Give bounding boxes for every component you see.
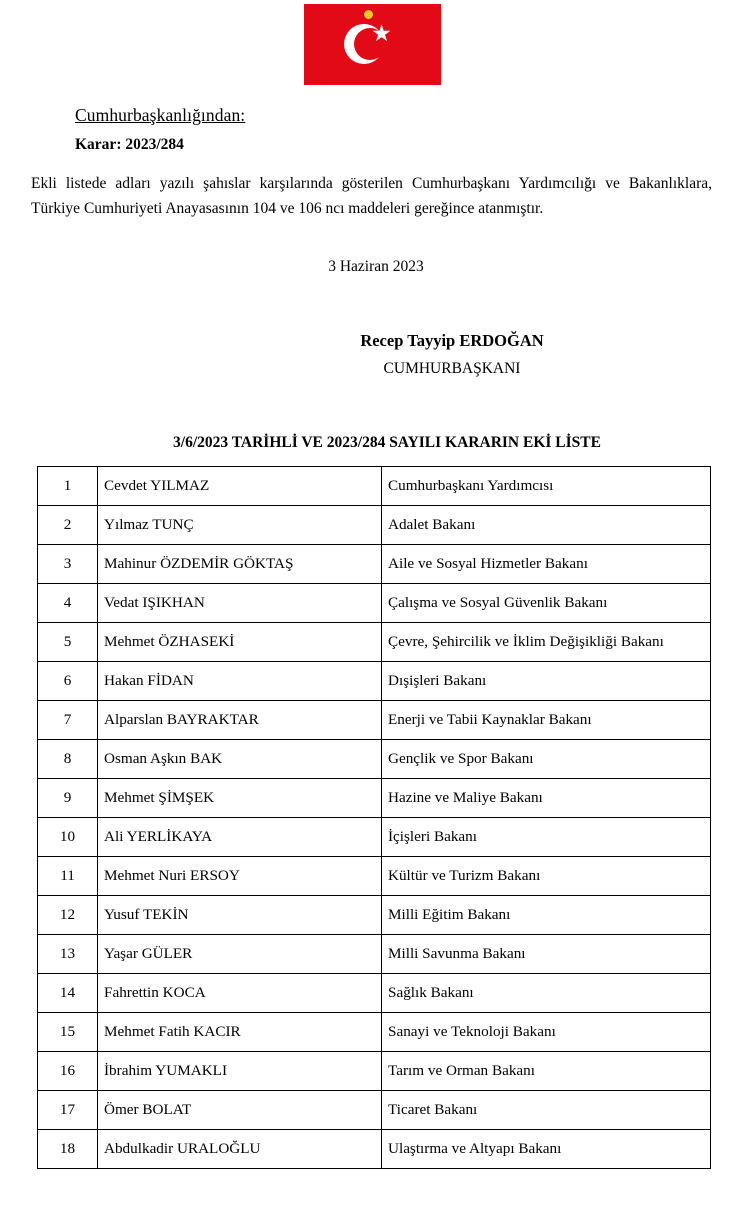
row-position: Ulaştırma ve Altyapı Bakanı (382, 1130, 711, 1169)
table-row (38, 1052, 711, 1091)
table-row (38, 506, 711, 545)
appointments-table (37, 466, 711, 1169)
turkish-flag-icon (304, 4, 441, 85)
row-index: 8 (38, 740, 98, 779)
row-position: Enerji ve Tabii Kaynaklar Bakanı (382, 701, 711, 740)
table-row (38, 545, 711, 584)
document-body (0, 105, 744, 378)
row-person-name: Yusuf TEKİN (98, 896, 382, 935)
table-row (38, 467, 711, 506)
row-position: Ticaret Bakanı (382, 1091, 711, 1130)
table-row (38, 779, 711, 818)
row-person-name: Mehmet ŞİMŞEK (98, 779, 382, 818)
table-row (38, 584, 711, 623)
table-row (38, 974, 711, 1013)
row-position: Aile ve Sosyal Hizmetler Bakanı (382, 545, 711, 584)
row-person-name: Abdulkadir URALOĞLU (98, 1130, 382, 1169)
table-row (38, 662, 711, 701)
row-index: 9 (38, 779, 98, 818)
table-row (38, 740, 711, 779)
row-index: 12 (38, 896, 98, 935)
row-index: 11 (38, 857, 98, 896)
row-position: Adalet Bakanı (382, 506, 711, 545)
row-index: 17 (38, 1091, 98, 1130)
row-person-name: Ali YERLİKAYA (98, 818, 382, 857)
row-position: Dışişleri Bakanı (382, 662, 711, 701)
annex-title: 3/6/2023 TARİHLİ VE 2023/284 SAYILI KARARIN EKİ LİSTE (173, 434, 601, 452)
row-index: 7 (38, 701, 98, 740)
table-row (38, 1130, 711, 1169)
table-row (38, 701, 711, 740)
table-row (38, 818, 711, 857)
row-person-name: Yaşar GÜLER (98, 935, 382, 974)
row-person-name: Mahinur ÖZDEMİR GÖKTAŞ (98, 545, 382, 584)
annex-table-container (0, 466, 744, 1169)
row-index: 5 (38, 623, 98, 662)
row-index: 15 (38, 1013, 98, 1052)
row-index: 14 (38, 974, 98, 1013)
row-person-name: Hakan FİDAN (98, 662, 382, 701)
row-person-name: İbrahim YUMAKLI (98, 1052, 382, 1091)
row-person-name: Osman Aşkın BAK (98, 740, 382, 779)
row-position: Tarım ve Orman Bakanı (382, 1052, 711, 1091)
table-row (38, 1013, 711, 1052)
row-index: 10 (38, 818, 98, 857)
row-person-name: Cevdet YILMAZ (98, 467, 382, 506)
row-index: 6 (38, 662, 98, 701)
row-position: Milli Eğitim Bakanı (382, 896, 711, 935)
row-index: 2 (38, 506, 98, 545)
row-person-name: Yılmaz TUNÇ (98, 506, 382, 545)
flag-accent-dot (364, 10, 373, 19)
table-row (38, 857, 711, 896)
row-person-name: Mehmet Fatih KACIR (98, 1013, 382, 1052)
table-row (38, 623, 711, 662)
row-index: 1 (38, 467, 98, 506)
row-person-name: Alparslan BAYRAKTAR (98, 701, 382, 740)
table-row (38, 1091, 711, 1130)
row-person-name: Mehmet Nuri ERSOY (98, 857, 382, 896)
row-index: 3 (38, 545, 98, 584)
row-position: Çevre, Şehircilik ve İklim Değişikliği Bakanı (382, 623, 711, 662)
table-row (38, 935, 711, 974)
row-position: Sağlık Bakanı (382, 974, 711, 1013)
row-index: 18 (38, 1130, 98, 1169)
row-position: Hazine ve Maliye Bakanı (382, 779, 711, 818)
row-index: 4 (38, 584, 98, 623)
row-index: 13 (38, 935, 98, 974)
decision-date: 3 Haziran 2023 (328, 258, 424, 276)
row-person-name: Vedat IŞIKHAN (98, 584, 382, 623)
signature-block (30, 331, 714, 378)
row-index: 16 (38, 1052, 98, 1091)
row-position: Kültür ve Turizm Bakanı (382, 857, 711, 896)
row-position: Gençlik ve Spor Bakanı (382, 740, 711, 779)
issuing-authority: Cumhurbaşkanlığından: (75, 105, 246, 125)
signer-title: CUMHURBAŞKANI (383, 360, 521, 378)
row-position: Milli Savunma Bakanı (382, 935, 711, 974)
row-person-name: Ömer BOLAT (98, 1091, 382, 1130)
decision-paragraph: Ekli listede adları yazılı şahıslar karşılarında gösterilen Cumhurbaşkanı Yardımcılığı ve Bakanlıklara, Türkiye Cumhuriyeti Anayasasının 104 ve 106 ncı maddeleri gereğince atanmıştır. (31, 175, 712, 218)
row-position: İçişleri Bakanı (382, 818, 711, 857)
flag-container (0, 0, 744, 85)
appointments-table-body (38, 467, 711, 1169)
row-person-name: Mehmet ÖZHASEKİ (98, 623, 382, 662)
row-position: Cumhurbaşkanı Yardımcısı (382, 467, 711, 506)
table-row (38, 896, 711, 935)
signer-name: Recep Tayyip ERDOĞAN (360, 331, 544, 351)
row-person-name: Fahrettin KOCA (98, 974, 382, 1013)
decision-number: Karar: 2023/284 (75, 136, 184, 153)
row-position: Çalışma ve Sosyal Güvenlik Bakanı (382, 584, 711, 623)
row-position: Sanayi ve Teknoloji Bakanı (382, 1013, 711, 1052)
